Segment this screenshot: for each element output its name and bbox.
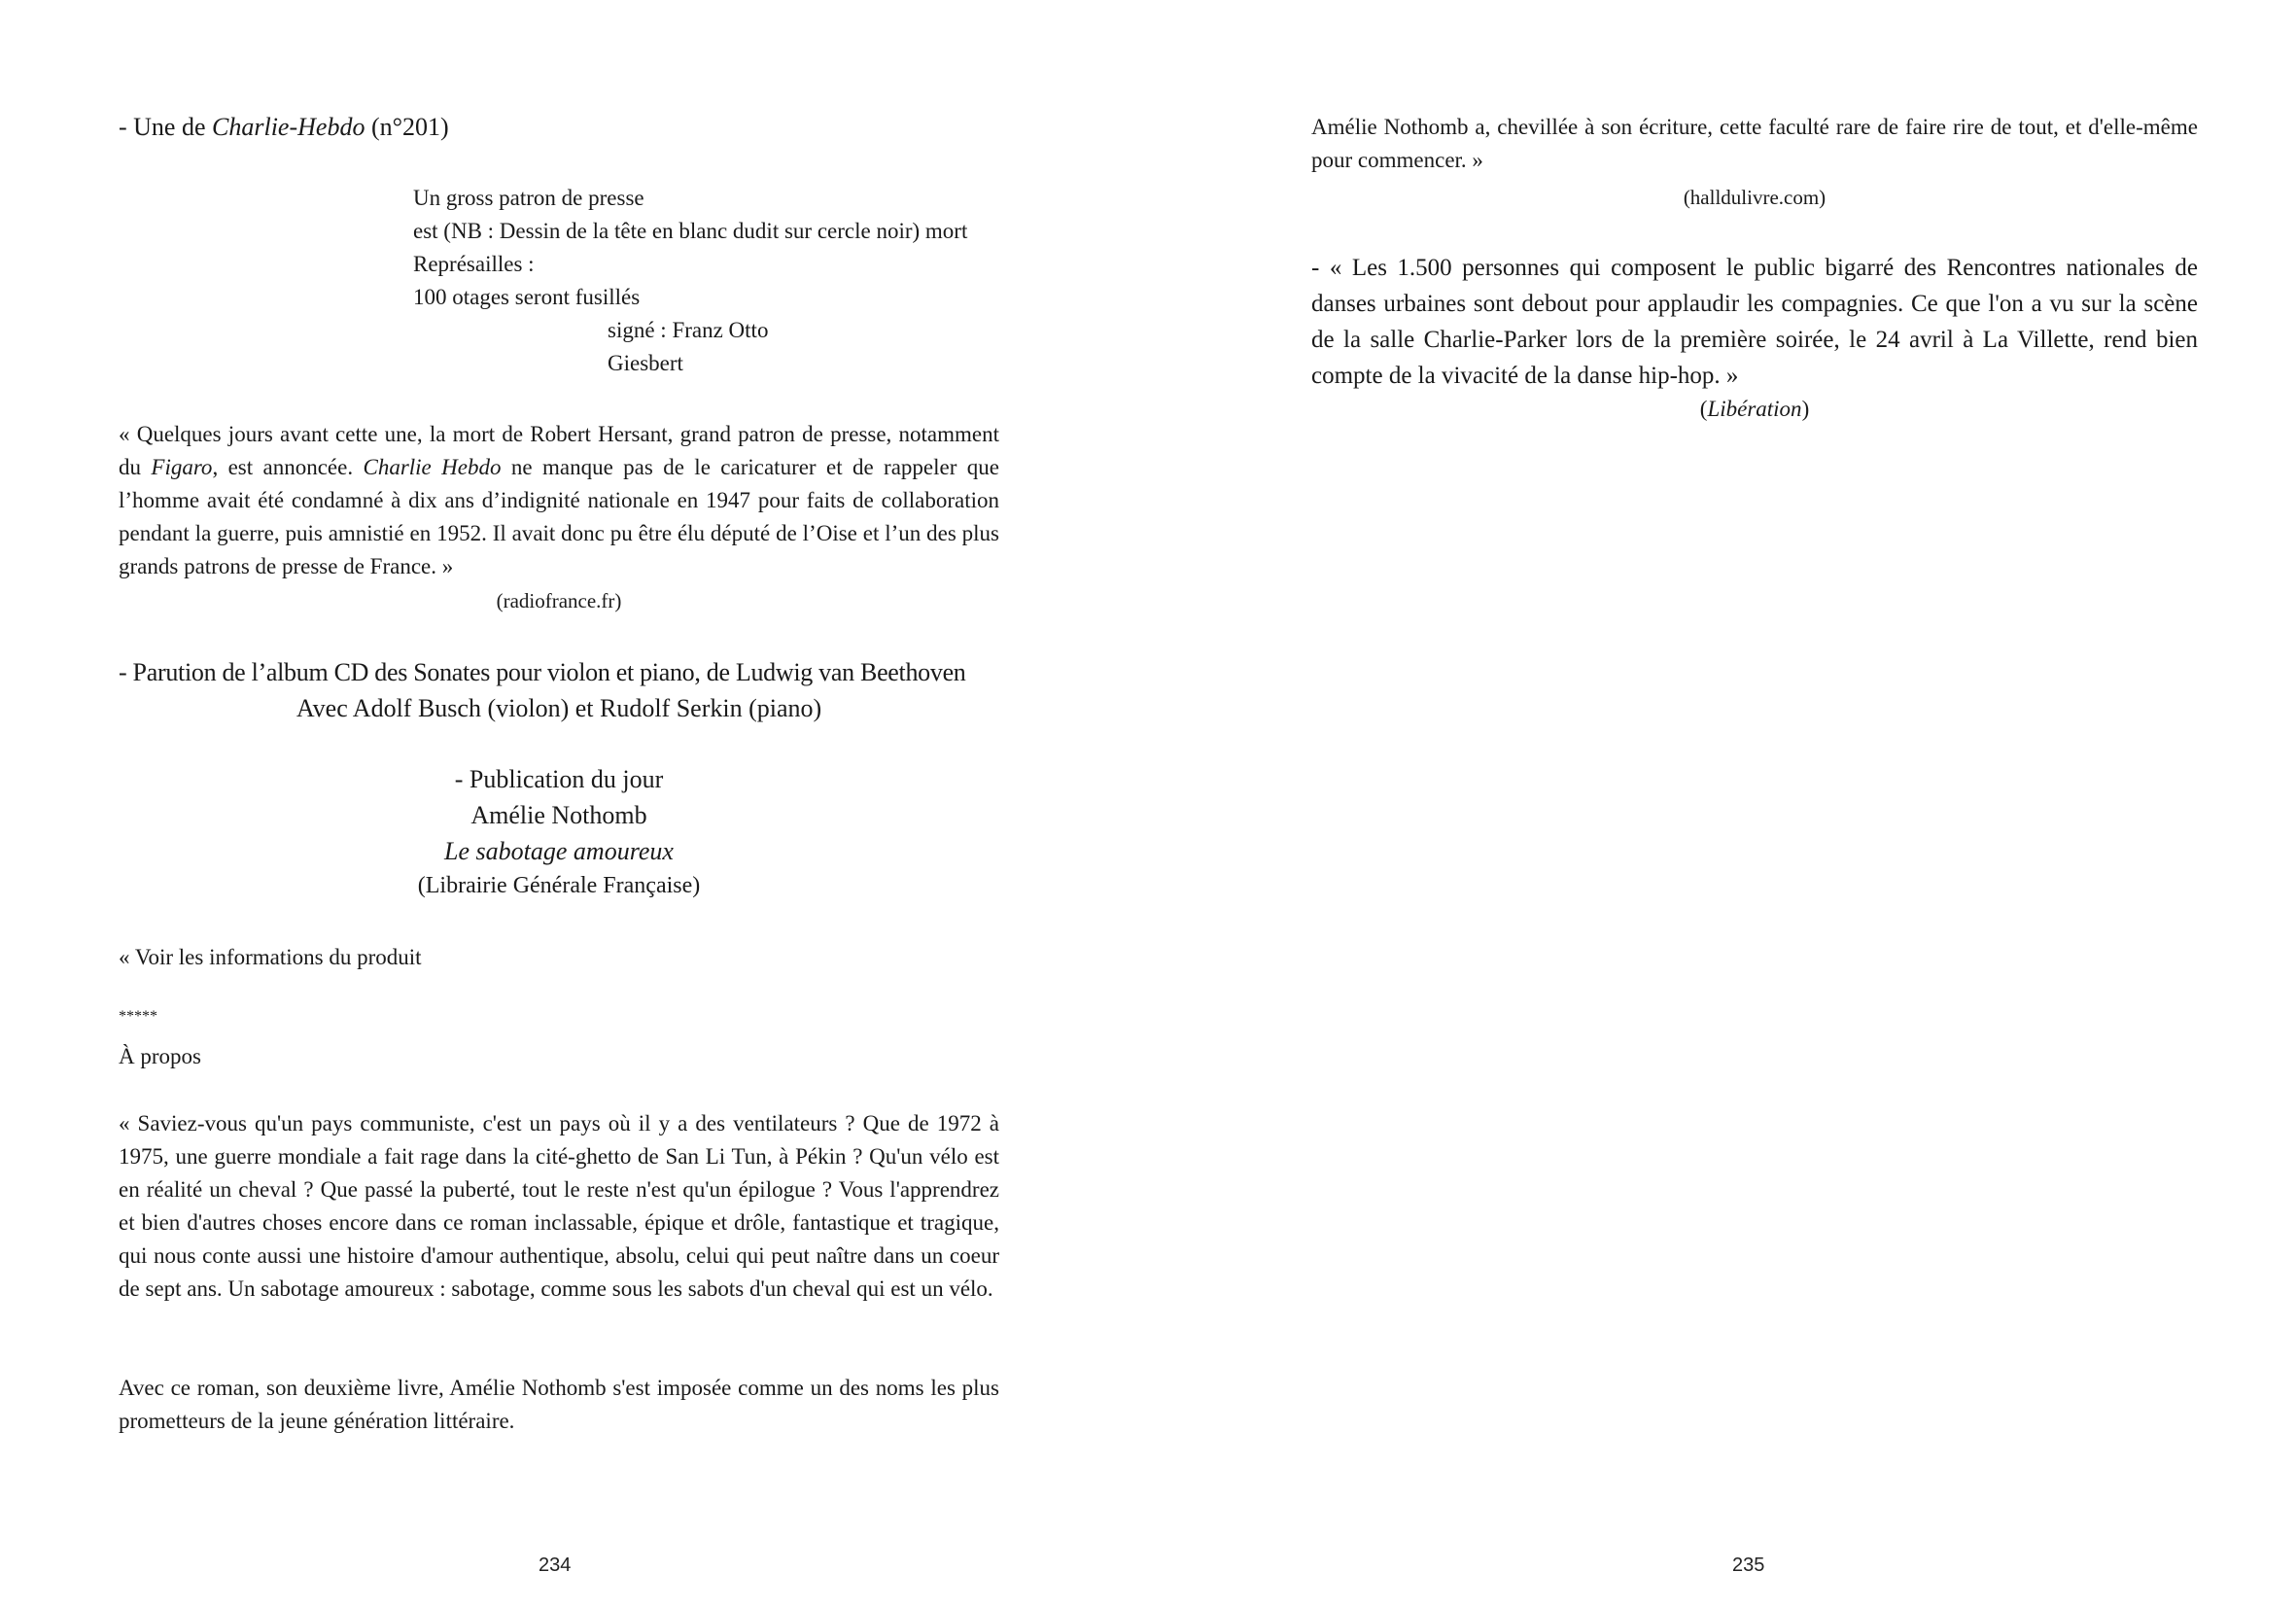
section-separator: ***** <box>119 1008 157 1025</box>
publication-block <box>119 761 999 902</box>
album-release: - Parution de l’album CD des Sonates pour violon et piano, de Ludwig van Beethoven <box>119 658 966 686</box>
book-description-end: Avec ce roman, son deuxième livre, Amélie Nothomb s'est imposée comme un des noms les plus prometteurs de la jeune génération littéraire. <box>119 1376 999 1433</box>
product-info-link[interactable]: « Voir les informations du produit <box>119 945 422 969</box>
cover-text <box>413 182 1016 380</box>
cover-line: 100 otages seront fusillés <box>413 285 641 309</box>
halldulivre-quote-end: Amélie Nothomb a, chevillée à son écriture, cette faculté rare de faire rire de tout, et d'elle-même pour commencer. » <box>1311 115 2198 172</box>
cover-line: Représailles : <box>413 252 535 276</box>
quote-source: (Libération) <box>1699 397 1810 421</box>
newspaper-title: Charlie-Hebdo <box>212 113 365 141</box>
section-heading: À propos <box>119 1044 201 1068</box>
page-number: 235 <box>1732 1555 1765 1576</box>
quote-source: (halldulivre.com) <box>1683 186 1826 209</box>
book-publisher: (Librairie Générale Française) <box>417 873 701 898</box>
radiofrance-quote: « Quelques jours avant cette une, la mort de Robert Hersant, grand patron de presse, notamment du Figaro, est annoncée. Charlie Hebdo ne manque pas de le caricaturer et de rappeler que l’homme avait été condamné à dix ans d’indignité nationale en 1947 pour faits de collaboration pendant la guerre, puis amnistié en 1952. Il avait donc pu être élu député de l’Oise et l’un des plus grands patrons de presse de France. » <box>119 422 999 578</box>
une-heading: - Une de Charlie-Hebdo (n°201) <box>119 113 449 141</box>
liberation-quote: - « Les 1.500 personnes qui composent le public bigarré des Rencontres nationales de danses urbaines sont debout pour applaudir les compagnies. Ce que l'on a vu sur la scène de la salle Charlie-Parker lors de la première soirée, le 24 avril à La Villette, rend bien compte de la vivacité de la danse hip-hop. » <box>1311 255 2198 389</box>
cover-signature: signé : Franz Otto <box>608 318 769 342</box>
publication-heading: - Publication du jour <box>454 765 664 793</box>
right-page <box>1148 0 2296 1607</box>
book-description: « Saviez-vous qu'un pays communiste, c'est un pays où il y a des ventilateurs ? Que de 1972 à 1975, une guerre mondiale a fait rage dans la cité-ghetto de San Li Tun, à Pékin ? Qu'un vélo est en réalité un cheval ? Que passé la puberté, tout le reste n'est qu'un épilogue ? Vous l'apprendrez et bien d'autres choses encore dans ce roman inclassable, épique et drôle, fantastique et tragique, qui nous conte aussi une histoire d'amour authentique, absolu, celui qui peut naître dans un coeur de sept ans. Un sabotage amoureux : sabotage, comme sous les sabots d'un cheval qui est un vélo. <box>119 1111 999 1301</box>
cover-line: Un gross patron de presse <box>413 186 644 210</box>
book-title: Le sabotage amoureux <box>444 837 674 865</box>
cover-signature: Giesbert <box>608 351 683 375</box>
album-performers: Avec Adolf Busch (violon) et Rudolf Serkin (piano) <box>296 694 822 722</box>
page-number: 234 <box>539 1555 572 1576</box>
book-author: Amélie Nothomb <box>470 801 647 829</box>
cover-line: est (NB : Dessin de la tête en blanc dudit sur cercle noir) mort <box>413 219 968 243</box>
quote-source: (radiofrance.fr) <box>496 589 622 612</box>
